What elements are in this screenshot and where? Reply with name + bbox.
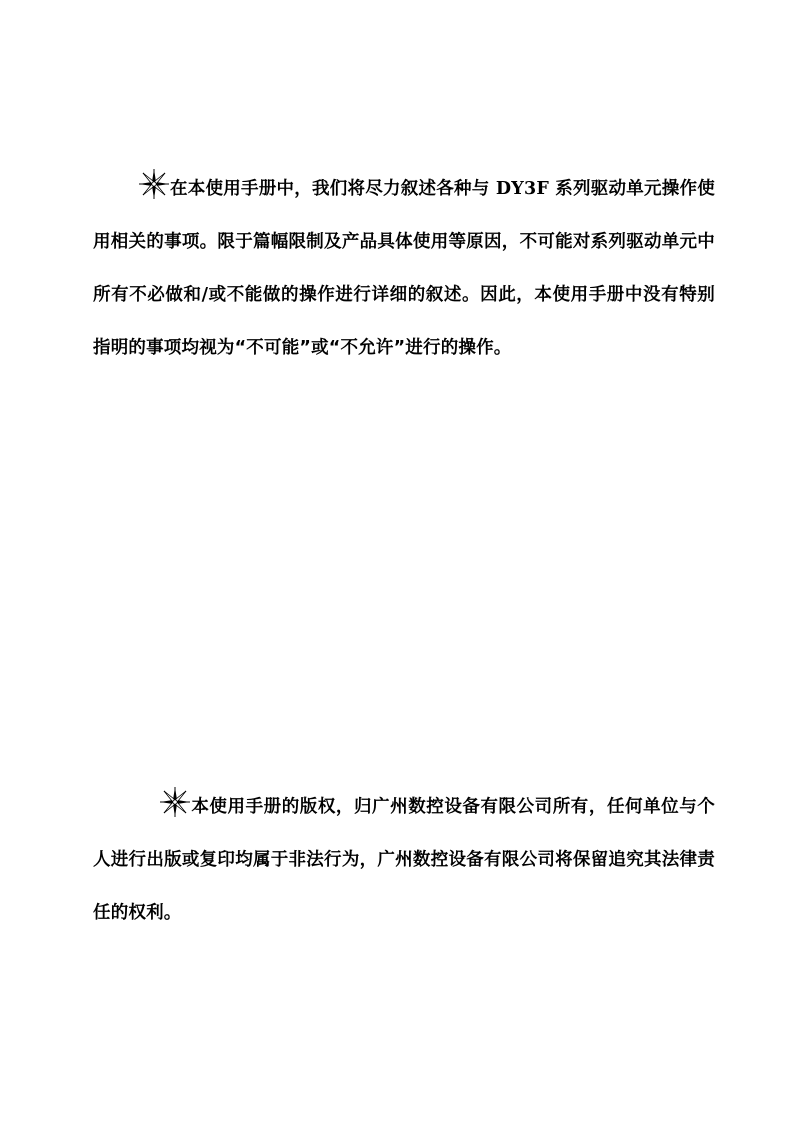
compass-star-icon: [138, 168, 170, 200]
notice-1-text-before: 在本使用手册中，我们将尽力叙述各种与: [170, 179, 490, 199]
notice-copyright: [93, 781, 715, 940]
notice-1-text-after: 系列驱动单元操作使用相关的事项。限于篇幅限制及产品具体使用等原因，不可能对系列驱动单元中所有不必做和/或不能做的操作进行详细的叙述。因此，本使用手册中没有特别指明的事项均视为“不可能”或“不允许”进行的操作。: [93, 179, 715, 358]
notice-2-text: 本使用手册的版权，归广州数控设备有限公司所有，任何单位与个人进行出版或复印均属于非法行为，广州数控设备有限公司将保留追究其法律责任的权利。: [93, 797, 715, 923]
notice-limitations: [93, 163, 715, 375]
product-model: DY3F: [495, 179, 549, 199]
compass-star-icon: [159, 786, 191, 818]
